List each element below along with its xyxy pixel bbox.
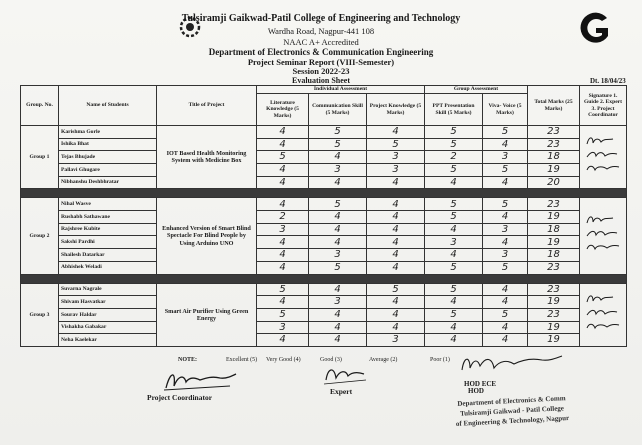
expert-label: Expert: [330, 387, 353, 396]
stamp-line-2: Tulsiramji Gaikwad - Patil College: [459, 404, 565, 418]
student-name: Ishika Bhat: [59, 138, 157, 151]
guide-expert-coordinator-signatures-icon: [583, 213, 623, 257]
table-row: [21, 308, 627, 321]
sheet-date: Dt. 18/04/23: [590, 77, 626, 85]
mark-viva: 4: [483, 236, 528, 249]
mark-ppt: 5: [425, 138, 483, 151]
group-label: Group 3: [21, 283, 59, 346]
header-viva-voce: Viva- Voice (5 Marks): [483, 94, 528, 126]
table-row: [21, 176, 627, 189]
mark-total: 19: [528, 236, 580, 249]
mark-literature: 4: [257, 249, 309, 262]
mark-ppt: 5: [425, 126, 483, 139]
header-communication-skill: Communication Skill (5 Marks): [309, 94, 367, 126]
mark-project-knowledge: 4: [367, 176, 425, 189]
student-name: Tejas Bhujade: [59, 151, 157, 164]
group-separator-bar: [21, 274, 627, 283]
mark-literature: 4: [257, 138, 309, 151]
project-title: Smart Air Purifier Using Green Energy: [157, 283, 257, 346]
mark-literature: 4: [257, 164, 309, 177]
grade-average: Average (2): [369, 357, 398, 363]
mark-total: 18: [528, 151, 580, 164]
student-name: Nihal Wasve: [59, 198, 157, 211]
signature-stroke: [587, 295, 613, 301]
mark-literature: 2: [257, 211, 309, 224]
table-row: [21, 296, 627, 309]
mark-project-knowledge: 3: [367, 151, 425, 164]
student-name: Sakshi Pardhi: [59, 236, 157, 249]
mark-viva: 4: [483, 334, 528, 347]
mark-total: 23: [528, 308, 580, 321]
mark-project-knowledge: 4: [367, 296, 425, 309]
signature-stroke: [587, 166, 619, 170]
mark-communication: 4: [309, 334, 367, 347]
group-label: Group 1: [21, 126, 59, 189]
group-separator: [21, 189, 627, 198]
header-student-name: Name of Students: [59, 86, 157, 126]
mark-project-knowledge: 3: [367, 164, 425, 177]
mark-project-knowledge: 5: [367, 283, 425, 296]
table-row: [21, 236, 627, 249]
mark-total: 19: [528, 164, 580, 177]
hod-ece-label: HOD ECE: [464, 380, 497, 388]
mark-viva: 4: [483, 296, 528, 309]
mark-literature: 4: [257, 296, 309, 309]
header-project-title: Title of Project: [157, 86, 257, 126]
mark-ppt: 4: [425, 249, 483, 262]
department-stamp: [427, 392, 596, 431]
mark-viva: 3: [483, 151, 528, 164]
mark-viva: 3: [483, 223, 528, 236]
signature-stroke: [587, 217, 613, 223]
mark-total: 18: [528, 223, 580, 236]
mark-total: 23: [528, 198, 580, 211]
header-literature-knowledge: Literature Knowledge (5 Marks): [257, 94, 309, 126]
mark-total: 19: [528, 334, 580, 347]
college-name: Tulsiramji Gaikwad-Patil College of Engineering and Technology: [181, 13, 461, 24]
table-row: [21, 334, 627, 347]
hod-label: HOD: [468, 387, 484, 395]
student-name: Rajshree Kubite: [59, 223, 157, 236]
table-row: [21, 283, 627, 296]
grading-note-label: NOTE:: [178, 357, 198, 363]
student-name: Sourav Haldar: [59, 308, 157, 321]
mark-project-knowledge: 4: [367, 126, 425, 139]
mark-communication: 4: [309, 223, 367, 236]
table-row: [21, 126, 627, 139]
table-row: [21, 198, 627, 211]
mark-total: 23: [528, 138, 580, 151]
mark-ppt: 5: [425, 211, 483, 224]
guide-expert-coordinator-signatures-icon: [583, 292, 623, 336]
mark-ppt: 3: [425, 236, 483, 249]
mark-viva: 5: [483, 198, 528, 211]
mark-literature: 4: [257, 236, 309, 249]
mark-viva: 4: [483, 283, 528, 296]
evaluation-table: [20, 85, 627, 347]
guide-expert-coordinator-signatures-icon: [583, 134, 623, 178]
signature-stroke: [587, 138, 613, 144]
student-name: Neha Kaelekar: [59, 334, 157, 347]
mark-communication: 3: [309, 249, 367, 262]
mark-literature: 3: [257, 223, 309, 236]
header-project-knowledge: Project Knowledge (5 Marks): [367, 94, 425, 126]
mark-total: 19: [528, 321, 580, 334]
grade-good: Good (3): [320, 357, 342, 363]
sheet-title: Evaluation Sheet: [291, 76, 350, 85]
student-name: Shivam Hasvatkar: [59, 296, 157, 309]
group-separator: [21, 274, 627, 283]
mark-ppt: 5: [425, 164, 483, 177]
mark-total: 20: [528, 176, 580, 189]
mark-communication: 4: [309, 321, 367, 334]
project-coordinator-label: Project Coordinator: [147, 393, 213, 402]
mark-literature: 4: [257, 334, 309, 347]
project-title: Enhanced Version of Smart Blind Spectacle For Blind People by Using Arduino UNO: [157, 198, 257, 274]
table-row: [21, 223, 627, 236]
signature-stroke: [587, 245, 619, 249]
hod-signature-icon: [456, 350, 566, 380]
mark-communication: 4: [309, 283, 367, 296]
mark-communication: 5: [309, 126, 367, 139]
mark-communication: 4: [309, 151, 367, 164]
mark-project-knowledge: 4: [367, 223, 425, 236]
mark-project-knowledge: 4: [367, 308, 425, 321]
mark-viva: 3: [483, 249, 528, 262]
mark-communication: 5: [309, 198, 367, 211]
mark-communication: 4: [309, 176, 367, 189]
mark-communication: 4: [309, 211, 367, 224]
mark-literature: 4: [257, 176, 309, 189]
expert-signature-icon: [320, 362, 370, 388]
signature-stroke: [587, 231, 617, 236]
report-title: Project Seminar Report (VIII-Semester): [247, 57, 395, 67]
student-name: Shailesh Datarkar: [59, 249, 157, 262]
mark-ppt: 4: [425, 334, 483, 347]
mark-literature: 5: [257, 151, 309, 164]
mark-project-knowledge: 4: [367, 321, 425, 334]
table-row: [21, 164, 627, 177]
group-label: Group 2: [21, 198, 59, 274]
signature-cell: [580, 126, 627, 189]
mark-literature: 4: [257, 261, 309, 274]
student-name: Suvarna Nagrale: [59, 283, 157, 296]
mark-communication: 5: [309, 138, 367, 151]
mark-project-knowledge: 3: [367, 334, 425, 347]
mark-total: 19: [528, 296, 580, 309]
mark-ppt: 4: [425, 176, 483, 189]
mark-viva: 4: [483, 176, 528, 189]
header-individual-assessment: Individual Assessment: [257, 86, 425, 94]
header-total-marks: Total Marks (25 Marks): [528, 86, 580, 126]
mark-viva: 4: [483, 211, 528, 224]
evaluation-table-body: [21, 126, 627, 347]
table-row: [21, 249, 627, 262]
project-coordinator-signature-icon: [160, 366, 240, 394]
signature-cell: [580, 283, 627, 346]
table-row: [21, 211, 627, 224]
mark-communication: 3: [309, 296, 367, 309]
mark-ppt: 5: [425, 283, 483, 296]
department-name: Department of Electronics & Communication Engineering: [208, 47, 434, 57]
mark-viva: 4: [483, 321, 528, 334]
mark-literature: 5: [257, 283, 309, 296]
mark-communication: 4: [309, 308, 367, 321]
mark-project-knowledge: 4: [367, 198, 425, 211]
mark-project-knowledge: 4: [367, 261, 425, 274]
group-separator-bar: [21, 189, 627, 198]
mark-viva: 4: [483, 138, 528, 151]
table-row: [21, 138, 627, 151]
header-signature: Signature 1. Guide 2. Expert 3. Project Coordinator: [580, 86, 627, 126]
mark-communication: 3: [309, 164, 367, 177]
mark-project-knowledge: 4: [367, 249, 425, 262]
mark-total: 18: [528, 249, 580, 262]
mark-ppt: 4: [425, 223, 483, 236]
mark-total: 23: [528, 261, 580, 274]
college-address: Wardha Road, Nagpur-441 108: [267, 26, 375, 36]
table-row: [21, 321, 627, 334]
mark-project-knowledge: 4: [367, 211, 425, 224]
mark-ppt: 5: [425, 261, 483, 274]
project-title: IOT Based Health Monitoring System with Medicine Box: [157, 126, 257, 189]
header-ppt-presentation: PPT Presentation Skill (5 Marks): [425, 94, 483, 126]
student-name: Pallavi Ghugare: [59, 164, 157, 177]
student-name: Abhishek Weladi: [59, 261, 157, 274]
session-label: Session 2022-23: [292, 66, 350, 76]
mark-project-knowledge: 5: [367, 138, 425, 151]
signature-cell: [580, 198, 627, 274]
signature-stroke: [587, 152, 617, 157]
signature-stroke: [587, 310, 617, 315]
header-group-assessment: Group Assessment: [425, 86, 528, 94]
student-name: Vishakha Gabakar: [59, 321, 157, 334]
mark-ppt: 5: [425, 198, 483, 211]
mark-ppt: 4: [425, 296, 483, 309]
table-row: [21, 261, 627, 274]
mark-literature: 4: [257, 198, 309, 211]
student-name: Karishma Gorle: [59, 126, 157, 139]
mark-project-knowledge: 4: [367, 236, 425, 249]
mark-ppt: 2: [425, 151, 483, 164]
mark-viva: 5: [483, 308, 528, 321]
mark-communication: 5: [309, 261, 367, 274]
mark-total: 23: [528, 283, 580, 296]
mark-ppt: 5: [425, 308, 483, 321]
stamp-line-3: of Engineering & Technology, Nagpur: [455, 414, 570, 428]
grade-very-good: Very Good (4): [266, 357, 301, 363]
naac-accreditation: NAAC A+ Accredited: [283, 37, 359, 47]
mark-ppt: 4: [425, 321, 483, 334]
grade-excellent: Excellent (5): [226, 357, 258, 363]
stamp-line-1: Department of Electronics & Comm: [457, 394, 566, 408]
student-name: Rushabh Sathawane: [59, 211, 157, 224]
table-row: [21, 151, 627, 164]
mark-total: 19: [528, 211, 580, 224]
student-name: Nibhanshu Deshbhratar: [59, 176, 157, 189]
mark-viva: 5: [483, 164, 528, 177]
mark-literature: 4: [257, 126, 309, 139]
mark-viva: 5: [483, 126, 528, 139]
signature-stroke: [587, 324, 619, 328]
mark-communication: 4: [309, 236, 367, 249]
mark-total: 23: [528, 126, 580, 139]
mark-literature: 3: [257, 321, 309, 334]
mark-literature: 5: [257, 308, 309, 321]
grade-poor: Poor (1): [430, 357, 450, 363]
header-group-no: Group. No.: [21, 86, 59, 126]
mark-viva: 5: [483, 261, 528, 274]
